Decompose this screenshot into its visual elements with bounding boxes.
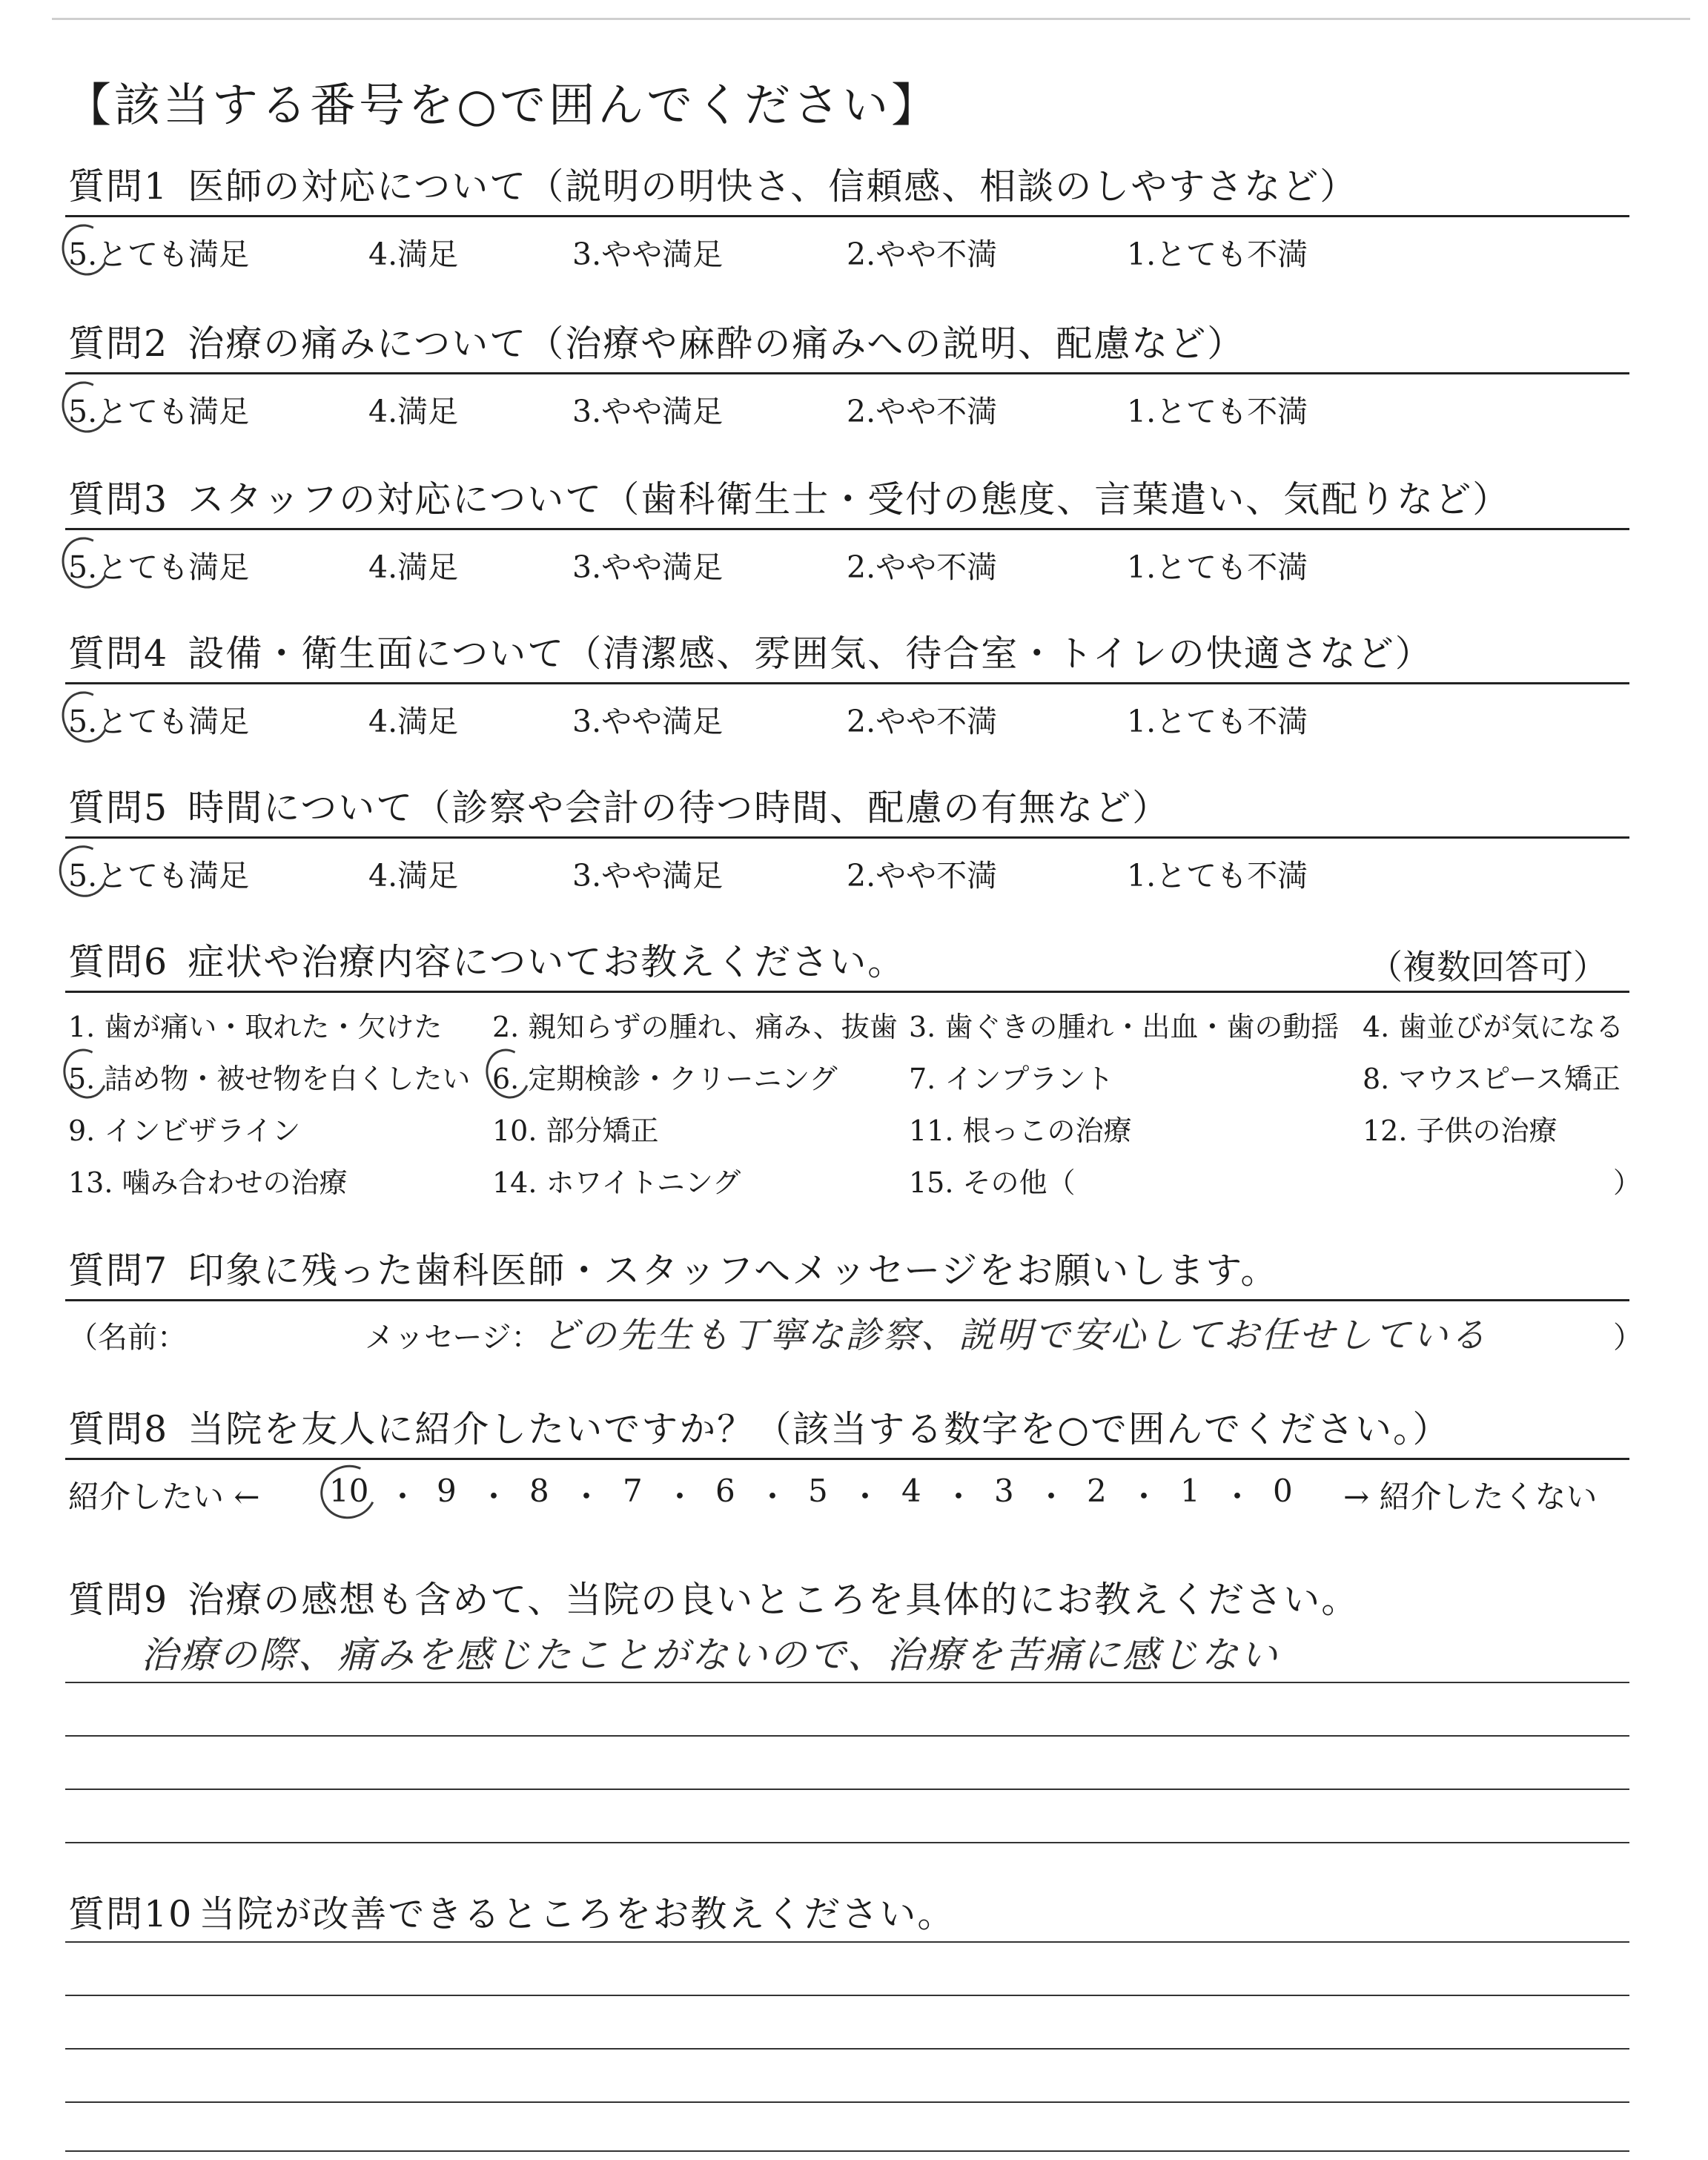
- scale-3[interactable]: 3: [994, 1473, 1014, 1509]
- option-4[interactable]: 4.満足: [368, 394, 459, 429]
- option-5[interactable]: 5.とても満足: [68, 549, 250, 585]
- option-2[interactable]: 2.やや不満: [847, 549, 998, 585]
- question-text: 医師の対応について（説明の明快さ、信頼感、相談のしやすさなど）: [188, 165, 1358, 208]
- option-5[interactable]: 5.とても満足: [68, 237, 250, 272]
- option-3[interactable]: 3.やや満足: [572, 549, 724, 585]
- question-5-rule: [65, 836, 1629, 839]
- scale-7[interactable]: 7: [623, 1473, 643, 1509]
- question-1-options: [68, 230, 1632, 272]
- scale-dot: ・: [757, 1479, 789, 1515]
- scale-4[interactable]: 4: [901, 1473, 921, 1509]
- question-2-rule: [65, 372, 1629, 374]
- question-6-rule: [65, 991, 1629, 993]
- option-3[interactable]: 3.やや満足: [572, 237, 724, 272]
- question-text: 治療の痛みについて（治療や麻酔の痛みへの説明、配慮など）: [188, 323, 1245, 365]
- handwritten-answer: 治療の際、痛みを感じたことがないので、治療を苦痛に感じない: [141, 1634, 1280, 1677]
- message-label: メッセージ：: [365, 1321, 541, 1355]
- scale-dot: ・: [850, 1479, 881, 1515]
- answer-line: [65, 2048, 1629, 2050]
- answer-line: [65, 2150, 1629, 2152]
- symptom-option[interactable]: 14. ホワイトニング: [492, 1166, 741, 1199]
- question-number: 質問2: [68, 323, 169, 365]
- question-text: 当院が改善できるところをお教えください。: [199, 1893, 956, 1935]
- multiple-answers-note: （複数回答可）: [1368, 947, 1607, 987]
- question-10-title: [68, 1892, 955, 1937]
- question-4-rule: [65, 682, 1629, 684]
- symptom-option[interactable]: 12. 子供の治療: [1363, 1114, 1558, 1147]
- question-number: 質問1: [68, 165, 169, 208]
- symptom-option[interactable]: 1. 歯が痛い・取れた・欠けた: [68, 1011, 443, 1043]
- question-number: 質問7: [68, 1249, 169, 1292]
- page-top-border: [52, 18, 1690, 20]
- scale-dot: ・: [1222, 1479, 1254, 1515]
- scale-10[interactable]: 10: [329, 1473, 369, 1509]
- symptom-option[interactable]: 11. 根っこの治療: [909, 1114, 1132, 1147]
- scale-dot: ・: [387, 1479, 419, 1515]
- symptom-option[interactable]: 10. 部分矯正: [492, 1114, 659, 1147]
- question-8-title: [68, 1407, 1450, 1452]
- answer-circle-mark: [313, 1457, 384, 1527]
- question-6-options: [68, 1004, 1642, 1226]
- recommend-left-label: 紹介したい ←: [68, 1479, 260, 1515]
- question-2-options: [68, 387, 1632, 429]
- question-text: スタッフの対応について（歯科衛生士・受付の態度、言葉遣い、気配りなど）: [188, 478, 1511, 521]
- question-1-rule: [65, 215, 1629, 217]
- other-close-paren: ）: [1613, 1166, 1642, 1199]
- question-3-rule: [65, 528, 1629, 530]
- recommend-right-label: → 紹介したくない: [1343, 1479, 1598, 1515]
- recommend-scale: [68, 1473, 1632, 1517]
- question-number: 質問4: [68, 633, 169, 675]
- answer-line: [65, 1842, 1629, 1843]
- scale-8[interactable]: 8: [529, 1473, 549, 1509]
- instruction-header: 【該当する番号を○で囲んでください】: [65, 78, 941, 132]
- question-3-options: [68, 543, 1632, 585]
- option-4[interactable]: 4.満足: [368, 858, 459, 894]
- answer-line: [65, 1995, 1629, 1996]
- question-number: 質問10: [68, 1893, 193, 1935]
- question-4-title: [68, 632, 1433, 676]
- scale-dot: ・: [943, 1479, 975, 1515]
- question-number: 質問5: [68, 787, 169, 829]
- question-9-title: [68, 1578, 1359, 1622]
- question-1-title: [68, 165, 1357, 209]
- question-7-title: [68, 1249, 1278, 1293]
- question-text: 症状や治療内容についてお教えください。: [188, 941, 906, 983]
- option-4[interactable]: 4.満足: [368, 704, 459, 739]
- question-5-options: [68, 851, 1632, 894]
- question-8-rule: [65, 1458, 1629, 1460]
- scale-dot: ・: [571, 1479, 603, 1515]
- question-text: 時間について（診察や会計の待つ時間、配慮の有無など）: [188, 787, 1171, 829]
- question-number: 質問3: [68, 478, 169, 521]
- symptom-option[interactable]: 4. 歯並びが気になる: [1363, 1011, 1624, 1043]
- symptom-option[interactable]: 8. マウスピース矯正: [1363, 1063, 1621, 1095]
- message-close-paren: ）: [1613, 1321, 1643, 1355]
- question-text: 治療の感想も含めて、当院の良いところを具体的にお教えください。: [188, 1579, 1360, 1621]
- option-5[interactable]: 5.とても満足: [68, 704, 250, 739]
- name-label: （名前：: [68, 1321, 187, 1355]
- symptom-option[interactable]: 6. 定期検診・クリーニング: [492, 1063, 838, 1095]
- question-7-answer-row: [68, 1314, 1643, 1358]
- symptom-option[interactable]: 13. 噛み合わせの治療: [68, 1166, 348, 1199]
- option-5[interactable]: 5.とても満足: [68, 858, 250, 894]
- question-number: 質問6: [68, 941, 169, 983]
- scale-dot: ・: [1128, 1479, 1160, 1515]
- question-4-options: [68, 697, 1632, 739]
- question-number: 質問8: [68, 1408, 169, 1450]
- symptom-option[interactable]: 15. その他（: [909, 1166, 1076, 1199]
- symptom-option[interactable]: 7. インプラント: [909, 1063, 1114, 1095]
- scale-2[interactable]: 2: [1087, 1473, 1107, 1509]
- question-text: 当院を友人に紹介したいですか？（該当する数字を○で囲んでください。）: [188, 1408, 1451, 1450]
- answer-line: [65, 1735, 1629, 1737]
- option-1[interactable]: 1.とても不満: [1127, 704, 1308, 739]
- option-1[interactable]: 1.とても不満: [1127, 858, 1308, 894]
- option-4[interactable]: 4.満足: [368, 237, 459, 272]
- question-6-title: [68, 940, 905, 985]
- question-text: 印象に残った歯科医師・スタッフへメッセージをお願いします。: [188, 1249, 1279, 1292]
- answer-line: [65, 1789, 1629, 1790]
- question-2-title: [68, 322, 1245, 366]
- option-1[interactable]: 1.とても不満: [1127, 549, 1308, 585]
- option-4[interactable]: 4.満足: [368, 549, 459, 585]
- option-2[interactable]: 2.やや不満: [847, 858, 998, 894]
- question-7-rule: [65, 1299, 1629, 1301]
- answer-line: [65, 2101, 1629, 2103]
- scale-dot: ・: [664, 1479, 696, 1515]
- option-3[interactable]: 3.やや満足: [572, 858, 724, 894]
- scale-1[interactable]: 1: [1180, 1473, 1200, 1509]
- answer-line: [65, 1682, 1629, 1683]
- option-2[interactable]: 2.やや不満: [847, 394, 998, 429]
- symptom-option[interactable]: 2. 親知らずの腫れ、痛み、抜歯: [492, 1011, 898, 1043]
- option-2[interactable]: 2.やや不満: [847, 704, 998, 739]
- option-1[interactable]: 1.とても不満: [1127, 394, 1308, 429]
- scale-9[interactable]: 9: [437, 1473, 457, 1509]
- scale-6[interactable]: 6: [715, 1473, 735, 1509]
- scale-dot: ・: [478, 1479, 510, 1515]
- question-text: 設備・衛生面について（清潔感、雰囲気、待合室・トイレの快適さなど）: [188, 633, 1433, 675]
- scale-0[interactable]: 0: [1273, 1473, 1293, 1509]
- question-3-title: [68, 478, 1510, 522]
- symptom-option[interactable]: 5. 詰め物・被せ物を白くしたい: [68, 1063, 471, 1095]
- scale-5[interactable]: 5: [808, 1473, 828, 1509]
- question-number: 質問9: [68, 1579, 169, 1621]
- symptom-option[interactable]: 3. 歯ぐきの腫れ・出血・歯の動揺: [909, 1011, 1340, 1043]
- answer-line: [65, 1941, 1629, 1943]
- option-5[interactable]: 5.とても満足: [68, 394, 250, 429]
- symptom-option[interactable]: 9. インビザライン: [68, 1114, 301, 1147]
- handwritten-message: どの先生も丁寧な診察、説明で安心してお任せしている: [543, 1315, 1489, 1356]
- option-1[interactable]: 1.とても不満: [1127, 237, 1308, 272]
- option-3[interactable]: 3.やや満足: [572, 394, 724, 429]
- option-2[interactable]: 2.やや不満: [847, 237, 998, 272]
- scale-dot: ・: [1036, 1479, 1068, 1515]
- option-3[interactable]: 3.やや満足: [572, 704, 724, 739]
- question-5-title: [68, 786, 1170, 830]
